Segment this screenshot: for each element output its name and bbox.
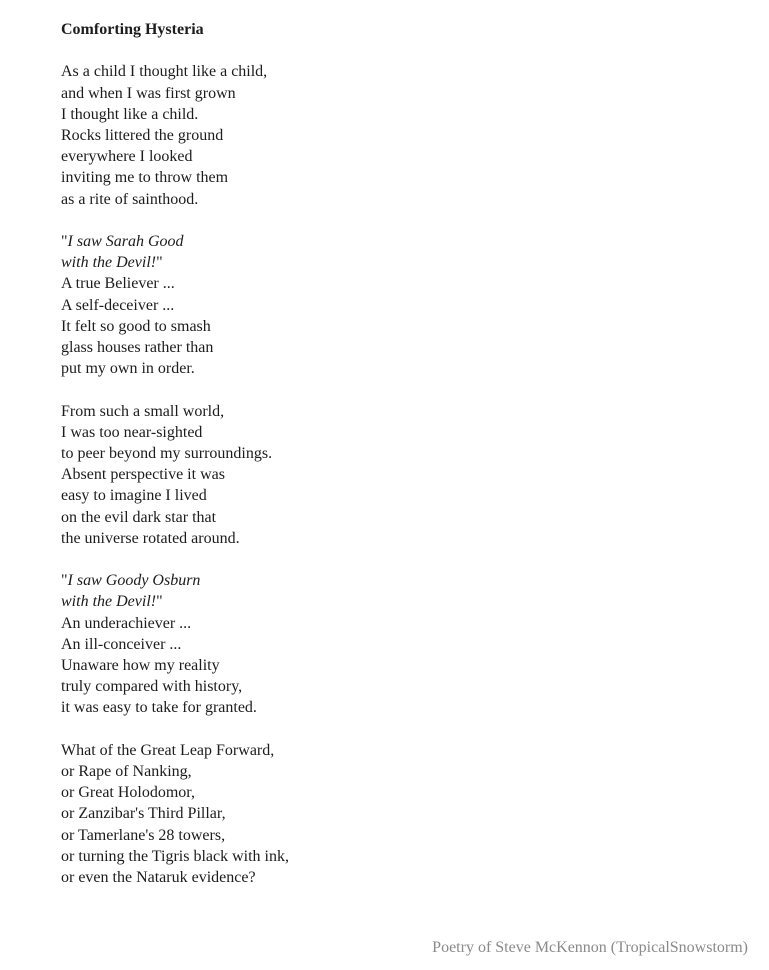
poem-line-segment: I thought like a child. bbox=[61, 105, 199, 123]
poem-line-segment: everywhere I looked bbox=[61, 148, 193, 166]
poem-body bbox=[61, 61, 739, 888]
poem-line-segment: and when I was first grown bbox=[61, 84, 236, 102]
poem-line bbox=[61, 422, 739, 443]
poem-stanza bbox=[61, 401, 739, 549]
poem-line bbox=[61, 528, 739, 549]
poem-line-segment: as a rite of sainthood. bbox=[61, 190, 199, 208]
poem-line bbox=[61, 846, 739, 867]
poem-line-segment: put my own in order. bbox=[61, 360, 195, 378]
poem-line-segment: Unaware how my reality bbox=[61, 657, 220, 675]
poem-line-segment: on the evil dark star that bbox=[61, 508, 217, 526]
poem-line bbox=[61, 740, 739, 761]
poem-line-segment: truly compared with history, bbox=[61, 678, 243, 696]
poem-line-segment: As a child I thought like a child, bbox=[61, 63, 268, 81]
poem-line bbox=[61, 146, 739, 167]
poem-line-segment: the universe rotated around. bbox=[61, 529, 240, 547]
poem-line-segment: From such a small world, bbox=[61, 402, 225, 420]
poem-line bbox=[61, 83, 739, 104]
poem-line-segment: to peer beyond my surroundings. bbox=[61, 445, 273, 463]
poem-line-segment: or Tamerlane's 28 towers, bbox=[61, 826, 226, 844]
poem-line bbox=[61, 401, 739, 422]
poem-line-segment: Rocks littered the ground bbox=[61, 127, 224, 144]
poem-title: Comforting Hysteria bbox=[61, 21, 204, 38]
poem-line-segment: An underachiever ... bbox=[61, 614, 192, 632]
poem-line bbox=[61, 761, 739, 782]
poem-line bbox=[61, 782, 739, 803]
poem-line bbox=[61, 358, 739, 379]
poem-line bbox=[61, 231, 739, 252]
poem-line-segment: " bbox=[156, 593, 163, 611]
poem-line-segment: " bbox=[156, 254, 163, 272]
poem-stanza bbox=[61, 61, 739, 209]
poem-stanza bbox=[61, 570, 739, 718]
poem-stanza bbox=[61, 231, 739, 379]
poem-line bbox=[61, 803, 739, 824]
poem-line bbox=[61, 655, 739, 676]
poem-line-segment: A true Believer ... bbox=[61, 275, 175, 293]
poem-line bbox=[61, 125, 739, 146]
poem-line-italic-segment: with the Devil! bbox=[61, 254, 157, 272]
poem-line bbox=[61, 464, 739, 485]
poem-line-segment: What of the Great Leap Forward, bbox=[61, 741, 275, 759]
poem-stanza bbox=[61, 740, 739, 888]
poem-line-segment: glass houses rather than bbox=[61, 339, 214, 357]
poem-line-segment: It felt so good to smash bbox=[61, 317, 211, 335]
attribution: Poetry of Steve McKennon (TropicalSnowstorm) bbox=[432, 938, 748, 956]
poem-line bbox=[61, 697, 739, 718]
poem-line-italic-segment: with the Devil! bbox=[61, 593, 157, 611]
poem-line bbox=[61, 167, 739, 188]
poem-line-italic-segment: I saw Sarah Good bbox=[67, 233, 184, 250]
poem-line bbox=[61, 189, 739, 210]
poem-line-italic-segment: I saw Goody Osburn bbox=[67, 572, 201, 590]
poem-line-segment: I was too near-sighted bbox=[61, 423, 203, 441]
poem-line bbox=[61, 825, 739, 846]
poem-line-segment: A self-deceiver ... bbox=[61, 296, 175, 314]
poem-line-segment: it was easy to take for granted. bbox=[61, 699, 257, 717]
poem-line-segment: Absent perspective it was bbox=[61, 466, 225, 484]
poem-line bbox=[61, 443, 739, 464]
poem-line-segment: inviting me to throw them bbox=[61, 169, 229, 187]
poem-line-segment: or Great Holodomor, bbox=[61, 784, 195, 802]
poem-line bbox=[61, 507, 739, 528]
poem-line-segment: An ill-conceiver ... bbox=[61, 635, 182, 653]
poem-line bbox=[61, 867, 739, 888]
poem-line bbox=[61, 104, 739, 125]
poem-line bbox=[61, 613, 739, 634]
poem-line-segment: " bbox=[61, 572, 68, 590]
poem-line bbox=[61, 570, 739, 591]
poem-line-segment: or turning the Tigris black with ink, bbox=[61, 847, 289, 865]
poem-line bbox=[61, 273, 739, 294]
poem-line-segment: " bbox=[61, 233, 68, 250]
poem-line-segment: or Rape of Nanking, bbox=[61, 763, 192, 781]
poem-line bbox=[61, 316, 739, 337]
poem-line bbox=[61, 337, 739, 358]
poem-line bbox=[61, 634, 739, 655]
poem-line bbox=[61, 61, 739, 82]
poem-line bbox=[61, 676, 739, 697]
poem-line-segment: or even the Nataruk evidence? bbox=[61, 869, 256, 887]
poem-line bbox=[61, 485, 739, 506]
poem-line bbox=[61, 252, 739, 273]
poem-line-segment: or Zanzibar's Third Pillar, bbox=[61, 805, 226, 823]
poem-line-segment: easy to imagine I lived bbox=[61, 487, 207, 505]
poem-line bbox=[61, 295, 739, 316]
poem-line bbox=[61, 591, 739, 612]
